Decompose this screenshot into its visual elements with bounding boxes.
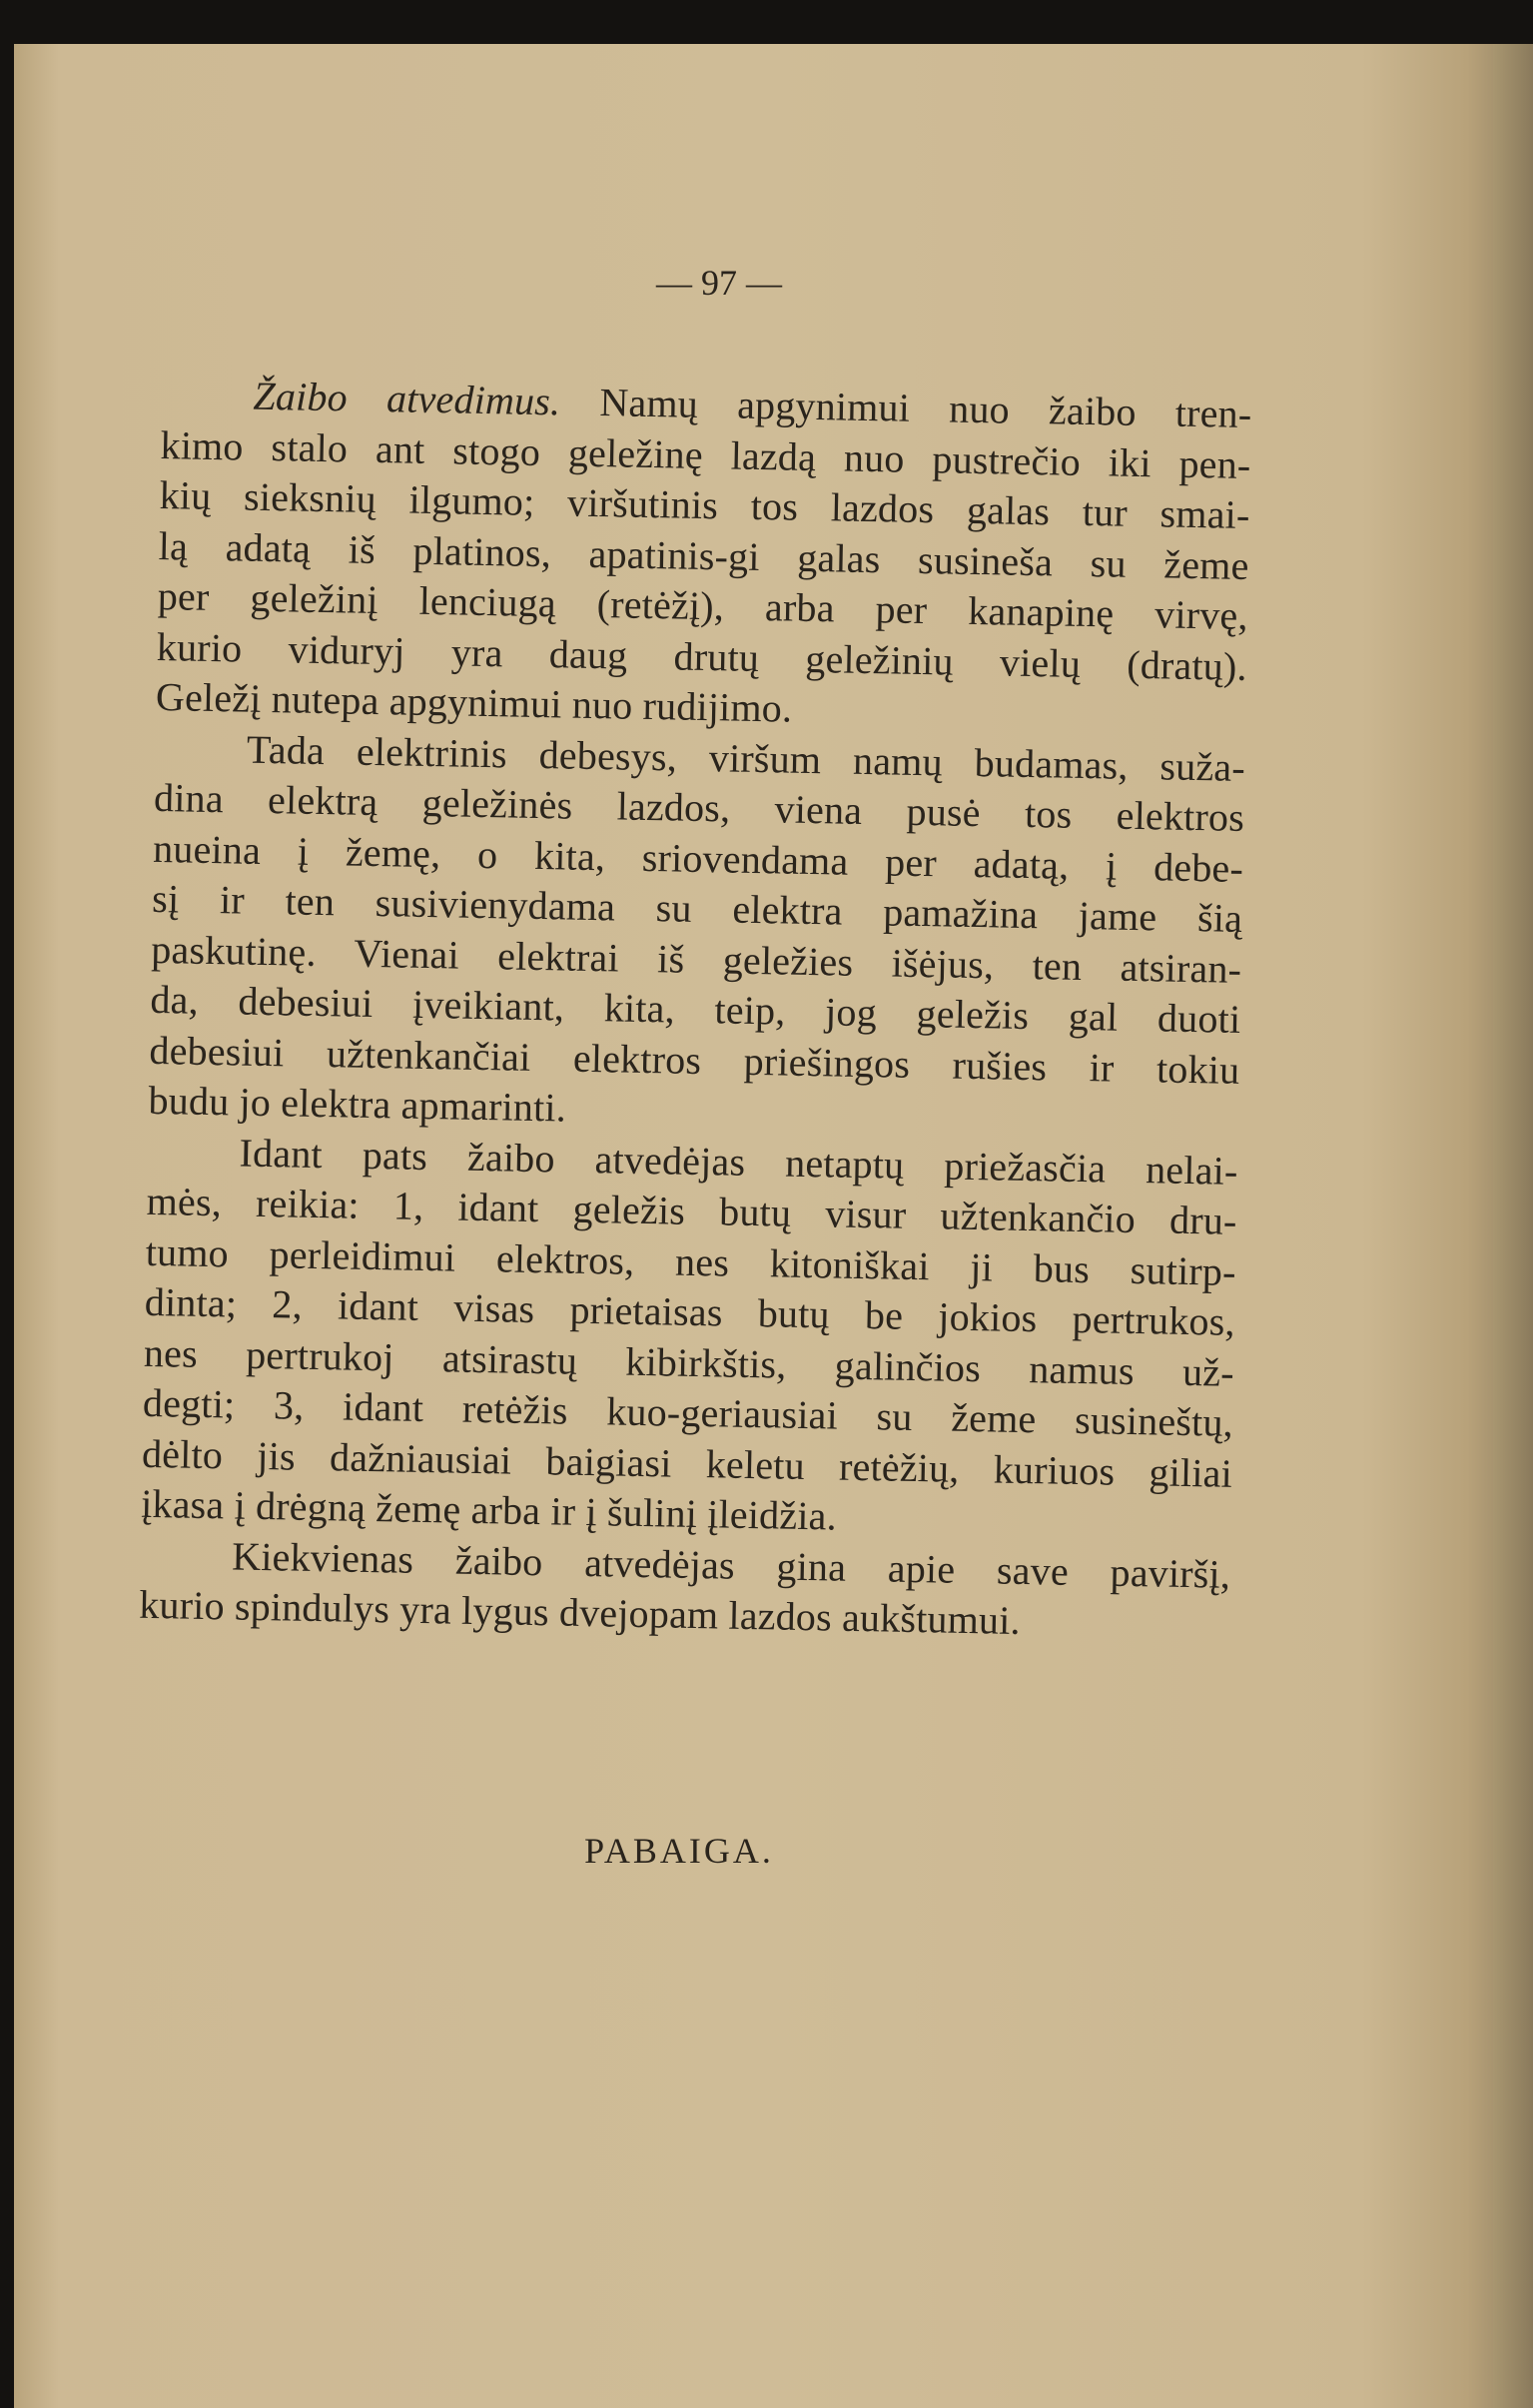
line-text: sį ir ten susivienydama su elektra pamažina jame šią [151,875,1243,941]
line-text: kurio viduryj yra daug drutų geležinių vielų (dratų). [156,623,1248,689]
line-text: per geležinį lenciugą (retėžį), arba per kanapinę virvę, [157,572,1249,638]
line-text: Idant pats žaibo atvedėjas netaptų priežasčia nelai- [239,1130,1238,1194]
line-text: Geležį nutepa apgynimui nuo rudijimo. [155,673,793,731]
line-text: mės, reikia: 1, idant geležis butų visur užtenkančio dru- [146,1178,1237,1243]
line-text: dina elektrą geležinės lazdos, viena pusė tos elektros [153,774,1245,840]
line-text: kurio spindulys yra lygus dvejopam lazdos aukštumui. [138,1581,1022,1643]
line-text: da, debesiui įveikiant, kita, teip, jog geležis gal duoti [150,976,1241,1042]
line-text: debesiui užtenkančiai elektros priešingos rušies ir tokiu [149,1027,1240,1093]
line-text: kimo stalo ant stogo geležinę lazdą nuo pustrečio iki pen- [160,421,1251,487]
line-text: Namų apgynimui nuo žaibo tren- [559,379,1252,437]
line-text: nueina į žemę, o kita, sriovendama per adatą, į debe- [152,825,1244,891]
page-number: — 97 — [656,263,782,303]
paragraph [139,1529,1231,1650]
line-text: kių sieksnių ilgumo; viršutinis tos lazdos galas tur smai- [159,471,1250,537]
body-text [139,370,1252,1650]
line-text: paskutinę. Vienai elektrai iš geležies išėjus, ten atsiran- [150,926,1242,992]
line-text: nes pertrukoj atsirastų kibirkštis, galinčios namus už- [143,1329,1235,1395]
section-heading: Žaibo atvedimus. [253,373,561,424]
line-text: įkasa į drėgną žemę arba ir į šulinį įleidžia. [140,1480,838,1539]
line-text: Tada elektrinis debesys, viršum namų budamas, suža- [246,726,1246,790]
paragraph [148,722,1245,1146]
ending-title: PABAIGA. [584,1831,774,1871]
line-text: dėlto jis dažniausiai baigiasi keletu retėžių, kuriuos giliai [141,1430,1233,1496]
paragraph [156,370,1252,742]
page-edge [1493,44,1533,2408]
paragraph [141,1126,1238,1549]
line-text: lą adatą iš platinos, apatinis-gi galas susineša su žeme [158,522,1250,588]
line-text: budu jo elektra apmarinti. [148,1077,567,1131]
line-text: dinta; 2, idant visas prietaisas butų be jokios pertrukos, [144,1278,1236,1344]
line-text: degti; 3, idant retėžis kuo-geriausiai su žeme susineštų, [142,1379,1234,1445]
line-text: tumo perleidimui elektros, nes kitoniškai ji bus sutirp- [145,1228,1237,1294]
line-text: Kiekvienas žaibo atvedėjas gina apie save paviršį, [231,1532,1231,1597]
